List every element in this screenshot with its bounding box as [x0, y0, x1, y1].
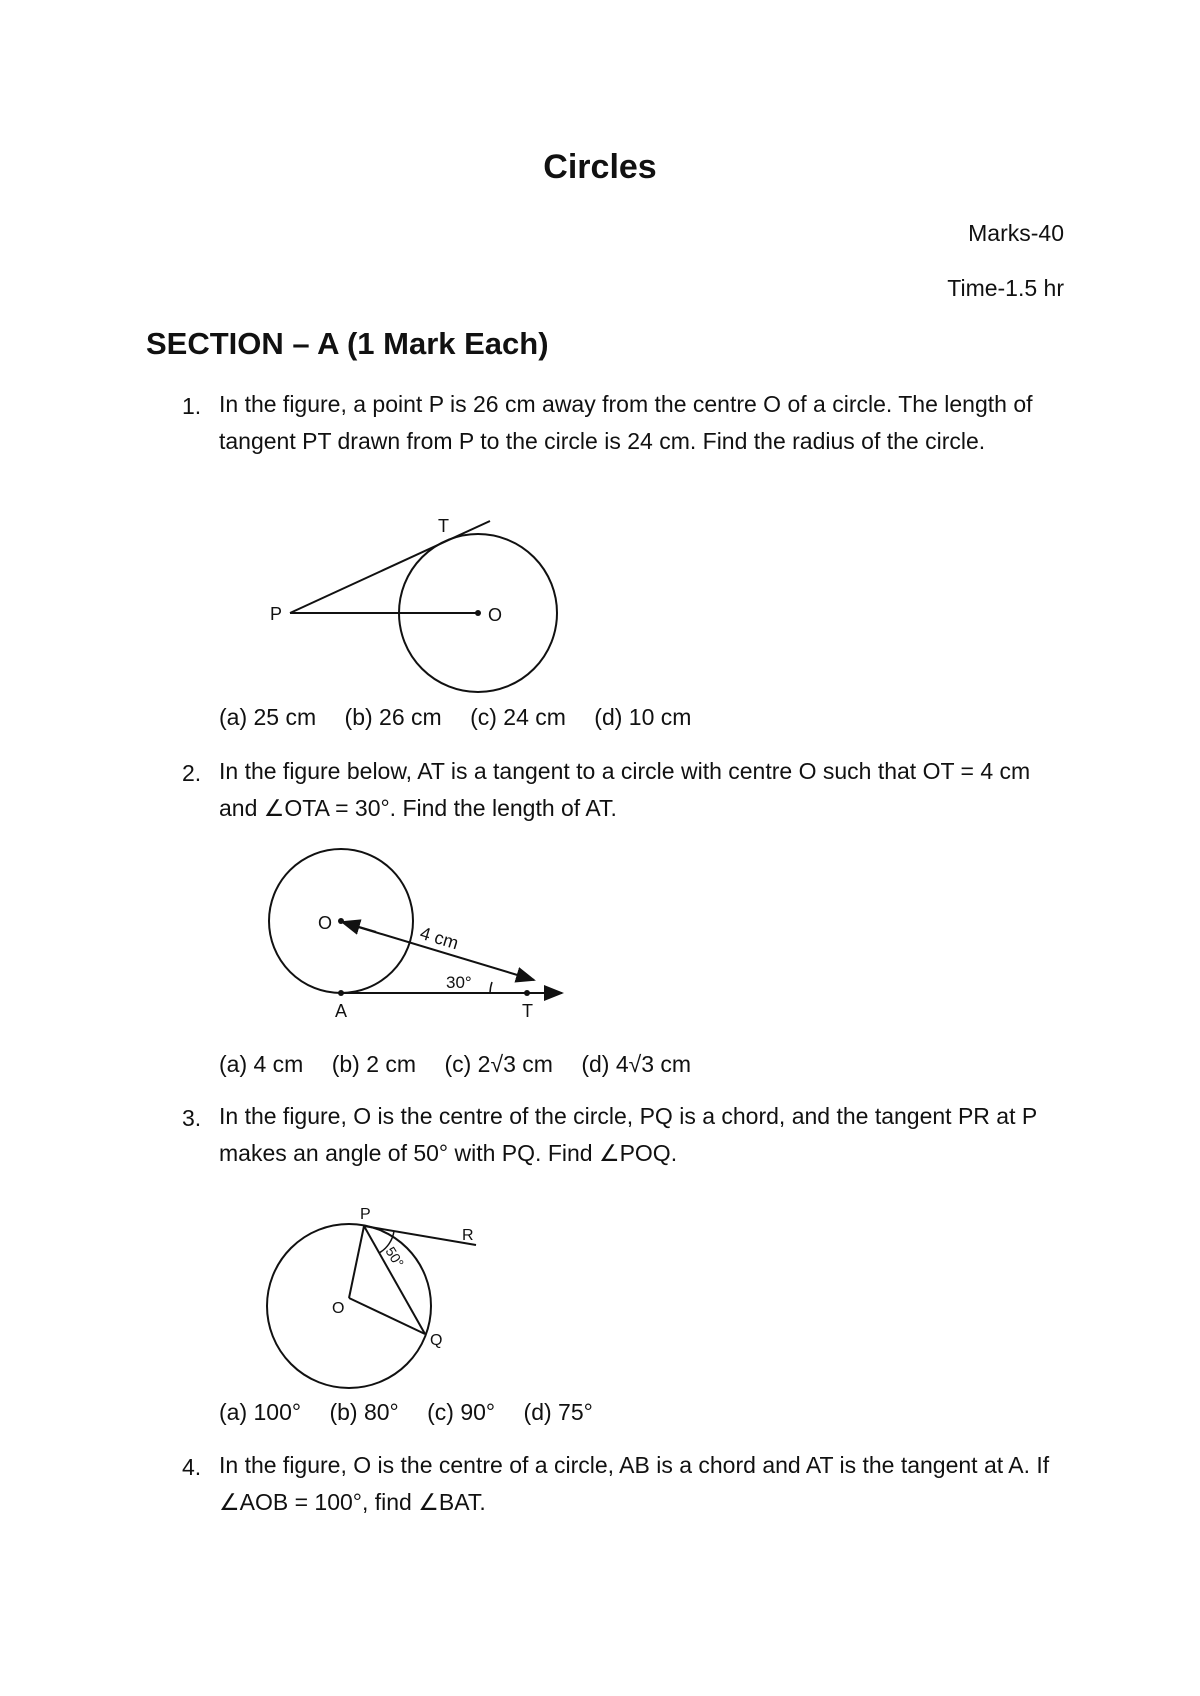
q2-point-a — [338, 990, 344, 996]
q3-label-r: R — [462, 1227, 474, 1244]
q1-option-d[interactable]: (d) 10 cm — [594, 704, 692, 730]
q3-label-q: Q — [430, 1332, 443, 1349]
q3-circle — [267, 1224, 431, 1388]
q2-label-length: 4 cm — [417, 922, 461, 954]
q1-label-o: O — [488, 605, 503, 625]
q2-label-t: T — [522, 1001, 533, 1021]
question-3-figure — [260, 1200, 490, 1400]
q1-option-a[interactable]: (a) 25 cm — [219, 704, 317, 730]
q1-label-p: P — [270, 604, 283, 624]
question-4-number: 4. — [182, 1454, 202, 1480]
question-1-options — [219, 704, 713, 731]
q1-point-o — [475, 610, 481, 616]
q2-label-angle: 30° — [446, 973, 472, 992]
q3-label-angle: 50° — [382, 1243, 408, 1271]
q1-label-t: T — [438, 516, 449, 536]
q2-option-c[interactable]: (c) 2√3 cm — [444, 1051, 553, 1077]
question-2-text: In the figure below, AT is a tangent to a circle with centre O such that OT = 4 cm and ∠OTA = 30°. Find the length of AT. — [219, 758, 1031, 821]
q3-option-b[interactable]: (b) 80° — [329, 1399, 399, 1425]
question-2-figure — [260, 840, 570, 1020]
question-3-options — [219, 1399, 615, 1426]
q3-radius-op — [349, 1226, 364, 1298]
q1-tangent-line — [290, 521, 490, 613]
q2-option-a[interactable]: (a) 4 cm — [219, 1051, 304, 1077]
question-4-text: In the figure, O is the centre of a circle, AB is a chord and AT is the tangent at A. If ∠AOB = 100°, find ∠BAT. — [219, 1452, 1050, 1515]
q2-angle-arc — [490, 982, 492, 993]
q2-option-b[interactable]: (b) 2 cm — [331, 1051, 417, 1077]
question-3-number: 3. — [182, 1105, 202, 1131]
q3-chord-pq — [364, 1226, 425, 1334]
time-label: Time-1.5 hr — [947, 275, 1064, 301]
q2-option-d[interactable]: (d) 4√3 cm — [581, 1051, 692, 1077]
q3-radius-oq — [349, 1298, 425, 1334]
q2-label-a: A — [335, 1001, 348, 1021]
question-1-text: In the figure, a point P is 26 cm away from the centre O of a circle. The length of tangent PT drawn from P to the circle is 24 cm. Find the radius of the circle. — [219, 391, 1033, 454]
q2-point-o — [338, 918, 344, 924]
q3-label-o: O — [332, 1300, 345, 1317]
question-1-figure — [260, 515, 580, 695]
q3-option-d[interactable]: (d) 75° — [523, 1399, 593, 1425]
q2-point-t — [524, 990, 530, 996]
page-title: Circles — [543, 148, 657, 186]
q3-option-a[interactable]: (a) 100° — [219, 1399, 302, 1425]
section-heading: SECTION – A (1 Mark Each) — [146, 326, 549, 361]
q3-option-c[interactable]: (c) 90° — [427, 1399, 496, 1425]
q3-tangent-pr — [364, 1226, 476, 1245]
q3-label-p: P — [360, 1206, 371, 1223]
question-2-options — [219, 1051, 713, 1078]
question-1-number: 1. — [182, 393, 202, 419]
marks-label: Marks-40 — [968, 220, 1064, 246]
q2-arrow-to-o — [342, 922, 376, 932]
question-3-text: In the figure, O is the centre of the circle, PQ is a chord, and the tangent PR at P makes an angle of 50° with PQ. Find ∠POQ. — [219, 1103, 1037, 1166]
q1-option-c[interactable]: (c) 24 cm — [470, 704, 566, 730]
q1-option-b[interactable]: (b) 26 cm — [344, 704, 442, 730]
q2-label-o: O — [318, 913, 333, 933]
question-2-number: 2. — [182, 760, 202, 786]
